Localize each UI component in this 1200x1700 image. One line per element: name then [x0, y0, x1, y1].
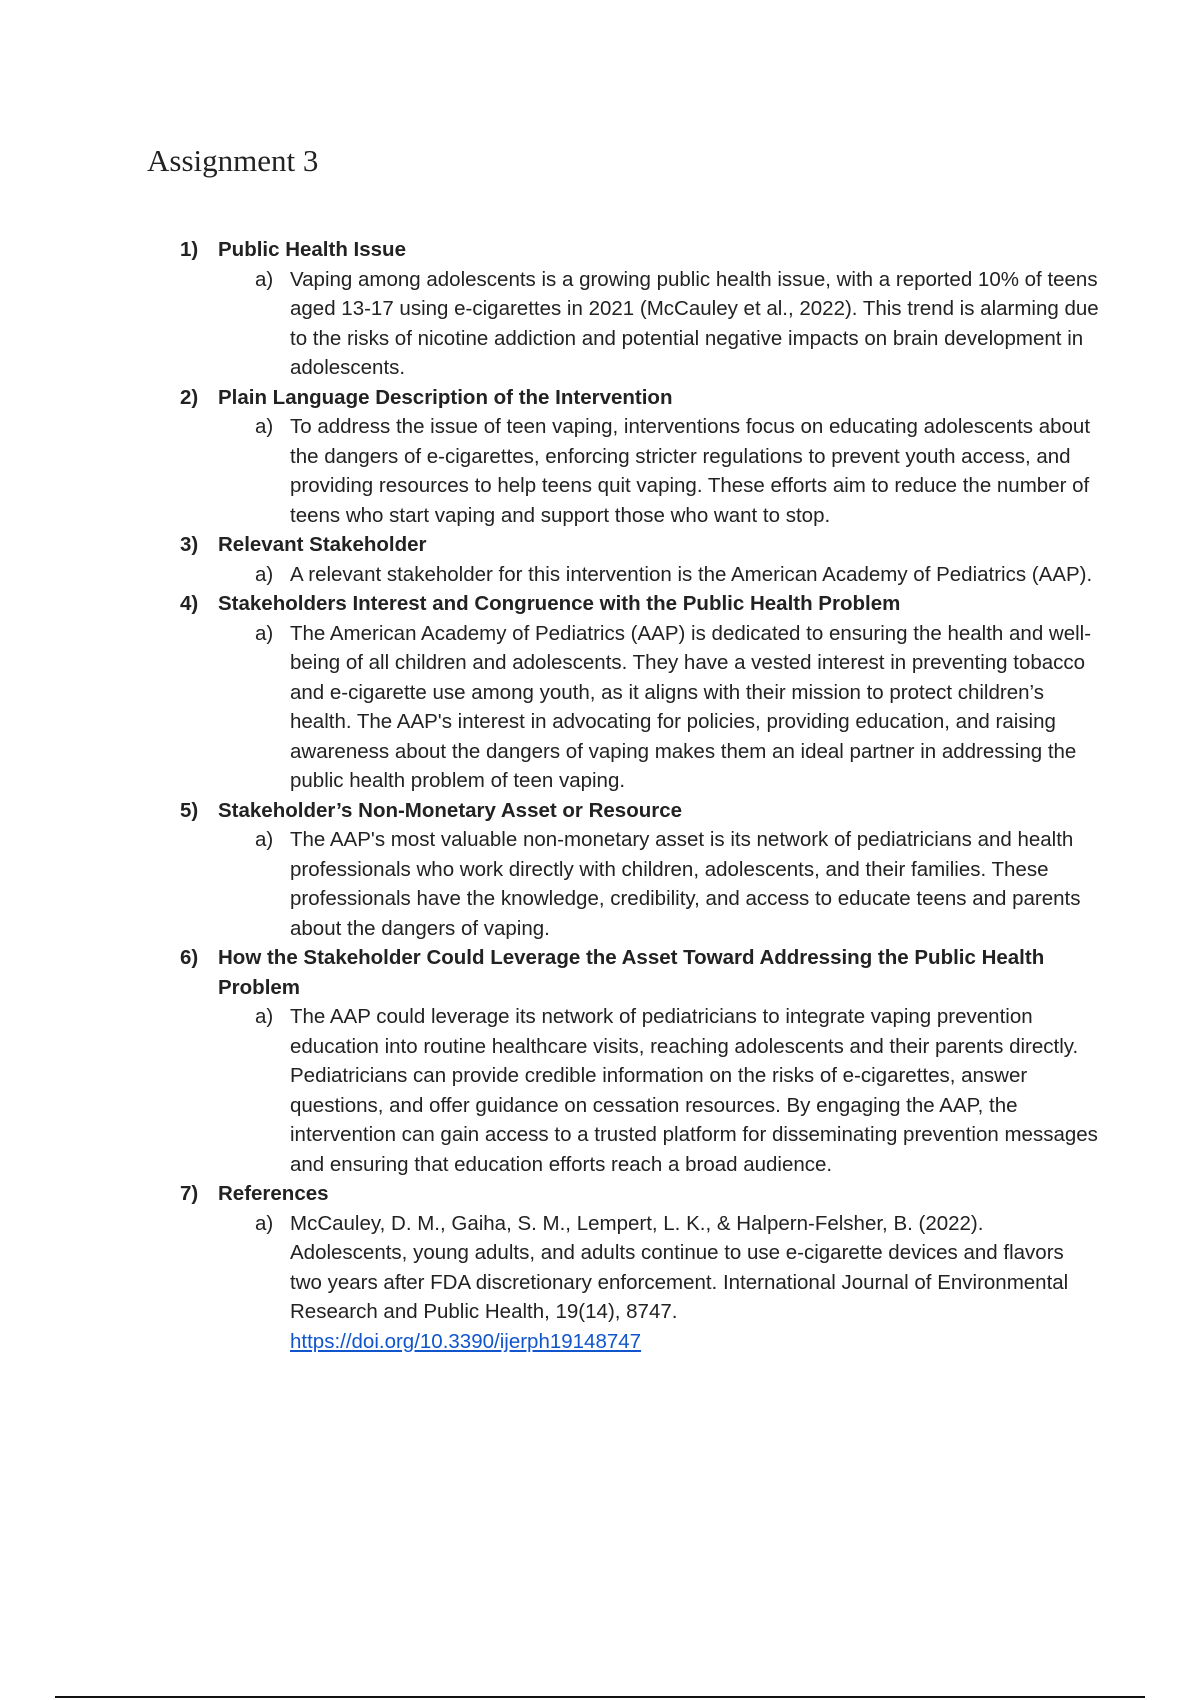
list-item: [180, 619, 1100, 796]
section-heading-public-health-issue: Public Health Issue: [218, 238, 406, 261]
section-heading-intervention: Plain Language Description of the Intervention: [218, 385, 673, 409]
list-item: [180, 412, 1100, 530]
item-text: The American Academy of Pediatrics (AAP) is dedicated to ensuring the health and well-being of all children and adolescents. They have a vested interest in preventing tobacco and e-cigarette use among youth, as it aligns with their mission to protect children’s health. The AAP's interest in advocating for policies, providing education, and raising awareness about the dangers of vaping makes them an ideal partner in addressing the public health problem of teen vaping.: [290, 621, 1092, 792]
section-number: 6): [180, 946, 199, 969]
section-2: [180, 383, 1100, 531]
item-text: To address the issue of teen vaping, interventions focus on educating adolescents about the dangers of e-cigarettes, enforcing stricter regulations to prevent youth access, and providing resources to help teens quit vaping. These efforts aim to reduce the number of teens who start vaping and support those who want to stop.: [290, 415, 1091, 527]
item-letter: a): [255, 1005, 274, 1028]
section-7: [180, 1179, 1100, 1356]
assignment-outline: [180, 235, 1100, 1356]
section-number: 5): [180, 798, 199, 822]
page-title: Assignment 3: [147, 143, 319, 178]
section-6: [180, 943, 1100, 1179]
page-bottom-divider: [55, 1696, 1145, 1698]
list-item: [180, 825, 1100, 943]
list-item: [180, 560, 1100, 590]
section-3: [180, 530, 1100, 589]
doi-link[interactable]: https://doi.org/10.3390/ijerph19148747: [290, 1329, 642, 1353]
item-letter: a): [255, 267, 274, 291]
section-1: [180, 235, 1100, 383]
item-text: The AAP could leverage its network of pediatricians to integrate vaping prevention education into routine healthcare visits, reaching adolescents and their parents directly. Pediatricians can provide credible information on the risks of e-cigarettes, answer questions, and offer guidance on cessation resources. By engaging the AAP, the intervention can gain access to a trusted platform for disseminating prevention messages and ensuring that education efforts reach a broad audience.: [290, 1005, 1098, 1176]
reference-text: [290, 1209, 1100, 1357]
list-item: [180, 265, 1100, 383]
reference-citation: McCauley, D. M., Gaiha, S. M., Lempert, L. K., & Halpern-Felsher, B. (2022). Adolescents, young adults, and adults continue to use e-cigarette devices and flavors two years after FDA discretionary enforcement. International Journal of Environmental Research and Public Health, 19(14), 8747.: [290, 1211, 1069, 1323]
section-number: 4): [180, 592, 199, 615]
section-number: 3): [180, 533, 199, 556]
item-text: Vaping among adolescents is a growing public health issue, with a reported 10% of teens aged 13-17 using e-cigarettes in 2021 (McCauley et al., 2022). This trend is alarming due to the risks of nicotine addiction and potential negative impacts on brain development in adolescents.: [290, 267, 1099, 379]
section-heading-references: References: [218, 1182, 329, 1205]
section-heading-stakeholder: Relevant Stakeholder: [218, 533, 427, 556]
section-heading-interest: Stakeholders Interest and Congruence with the Public Health Problem: [218, 592, 901, 615]
list-item: [180, 1002, 1100, 1179]
item-letter: a): [255, 1211, 274, 1235]
section-5: [180, 796, 1100, 944]
item-letter: a): [255, 415, 274, 438]
section-number: 1): [180, 238, 199, 261]
item-letter: a): [255, 562, 274, 586]
item-letter: a): [255, 621, 274, 645]
item-letter: a): [255, 828, 274, 851]
item-text: A relevant stakeholder for this intervention is the American Academy of Pediatrics (AAP).: [290, 562, 1093, 586]
section-4: [180, 589, 1100, 796]
reference-item: [180, 1209, 1100, 1357]
section-heading-asset: Stakeholder’s Non-Monetary Asset or Resource: [218, 798, 683, 822]
section-number: 7): [180, 1182, 199, 1205]
item-text: The AAP's most valuable non-monetary asset is its network of pediatricians and health professionals who work directly with children, adolescents, and their families. These professionals have the knowledge, credibility, and access to educate teens and parents about the dangers of vaping.: [290, 828, 1081, 940]
section-number: 2): [180, 385, 199, 409]
section-heading-leverage: How the Stakeholder Could Leverage the Asset Toward Addressing the Public Health Problem: [218, 946, 1045, 999]
